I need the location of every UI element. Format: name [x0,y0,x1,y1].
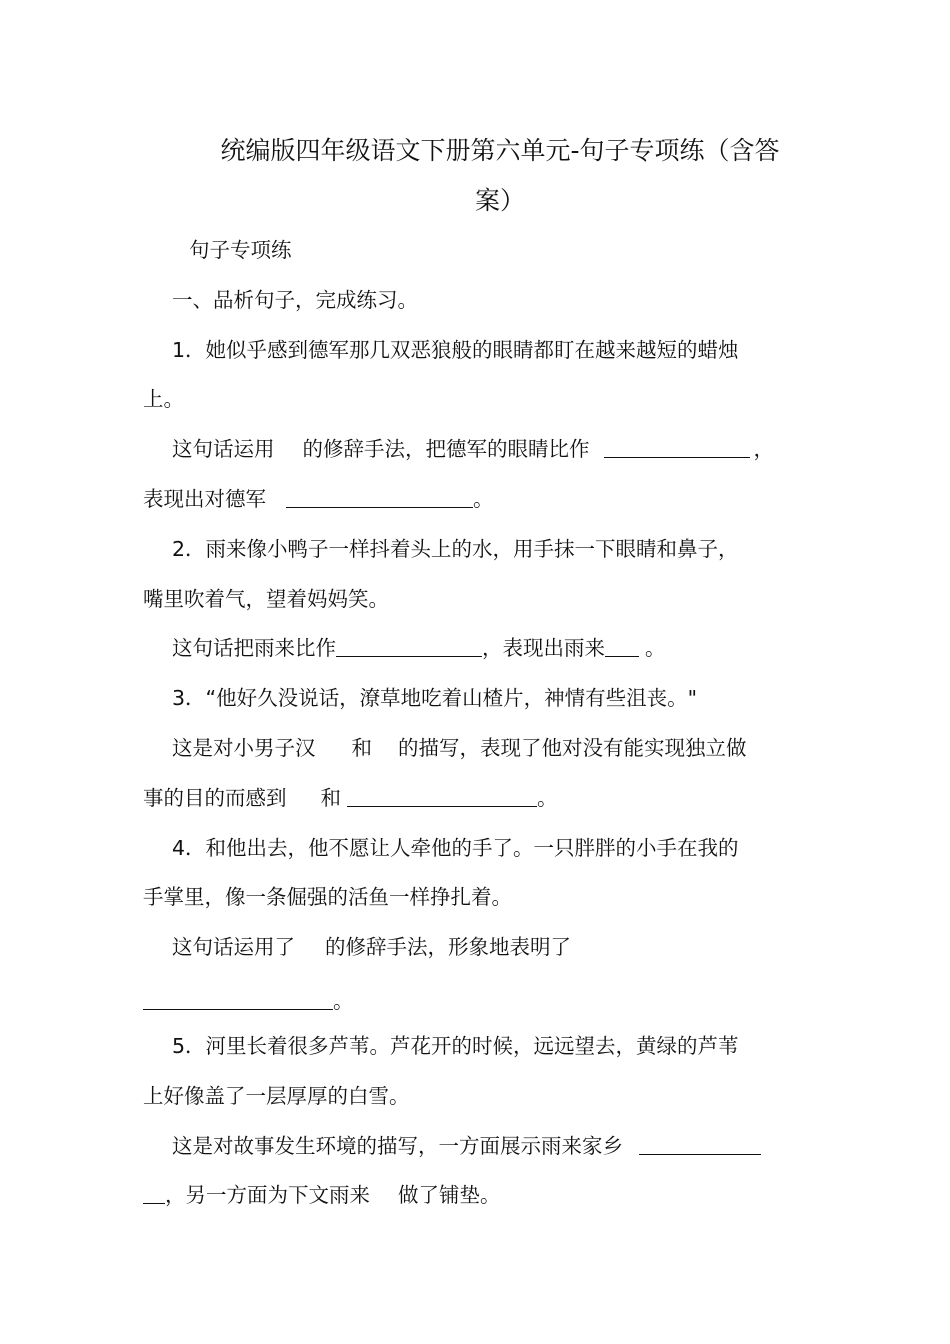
q5-sentence-line-2: 上好像盖了一层厚厚的白雪。 [143,1084,410,1108]
q4-answer-line-1 [172,933,571,961]
q3-sentence-line-1: 3．“他好久没说话，潦草地吃着山楂片，神情有些沮丧。" [172,686,698,710]
document-title [140,126,860,226]
q2-sentence-line-2: 嘴里吹着气，望着妈妈笑。 [143,587,389,611]
q4-sentence-line-2: 手掌里，像一条倔强的活鱼一样挣扎着。 [143,885,512,909]
q1-sentence-line-1: 1．她似乎感到德军那几双恶狼般的眼睛都盯在越来越短的蜡烛 [172,338,739,362]
subtitle: 句子专项练 [189,238,292,262]
q4-sentence-line-1: 4．和他出去，他不愿让人牵他的手了。一只胖胖的小手在我的 [172,836,739,860]
q1-blank-feeling[interactable] [286,487,473,508]
q5-text-a2: ，另一方面为下文雨来 [165,1183,370,1207]
q3-answer-line-1 [172,734,747,762]
q2-blank-trait[interactable] [605,636,639,657]
q5-text-a1: 这是对故事发生环境的描写，一方面展示雨来家乡 [172,1134,623,1158]
q4-text-a2: 的修辞手法，形象地表明了 [325,935,571,959]
q3-blank-feeling[interactable] [347,786,537,807]
q3-text-a3: 的描写，表现了他对没有能实现独立做 [398,736,747,760]
q2-answer-line [172,634,666,662]
q4-blank-meaning[interactable] [143,989,333,1010]
q1-answer-line-2 [143,485,494,513]
q1-text-a5: 。 [473,487,494,511]
q1-text-a2: 的修辞手法，把德军的眼睛比作 [302,437,590,461]
q3-answer-line-2 [143,784,558,812]
title-line-1: 统编版四年级语文下册第六单元-句子专项练（含答 [220,136,780,165]
q5-answer-line-2 [143,1181,501,1209]
q5-answer-line-1 [172,1132,761,1160]
q5-sentence-line-1: 5．河里长着很多芦苇。芦花开的时候，远远望去，黄绿的芦苇 [172,1034,739,1058]
q4-text-a3: 。 [333,989,354,1013]
q1-blank-metaphor[interactable] [604,437,750,458]
q1-text-a3: ， [753,437,774,461]
title-line-2: 案） [474,186,525,215]
q4-text-a1: 这句话运用了 [172,935,295,959]
q3-text-a6: 。 [537,786,558,810]
q3-text-a5: 和 [320,786,341,810]
q1-answer-line-1 [172,435,774,463]
q5-text-a3: 做了铺垫。 [398,1183,501,1207]
q2-blank-metaphor[interactable] [336,636,482,657]
q2-text-a3: 。 [645,636,666,660]
q3-text-a1: 这是对小男子汉 [172,736,316,760]
q1-text-a1: 这句话运用 [172,437,275,461]
section-heading: 一、品析句子，完成练习。 [172,288,418,312]
q5-blank-hometown[interactable] [639,1134,761,1155]
q4-answer-line-2 [143,987,354,1015]
q2-text-a1: 这句话把雨来比作 [172,636,336,660]
q2-sentence-line-1: 2．雨来像小鸭子一样抖着头上的水，用手抹一下眼睛和鼻子， [172,537,739,561]
q5-blank-hometown-cont[interactable] [143,1183,165,1204]
q3-text-a4: 事的目的而感到 [143,786,287,810]
q1-sentence-line-2: 上。 [143,387,184,411]
q2-text-a2: ，表现出雨来 [482,636,605,660]
q1-text-a4: 表现出对德军 [143,487,266,511]
q3-text-a2: 和 [351,736,372,760]
